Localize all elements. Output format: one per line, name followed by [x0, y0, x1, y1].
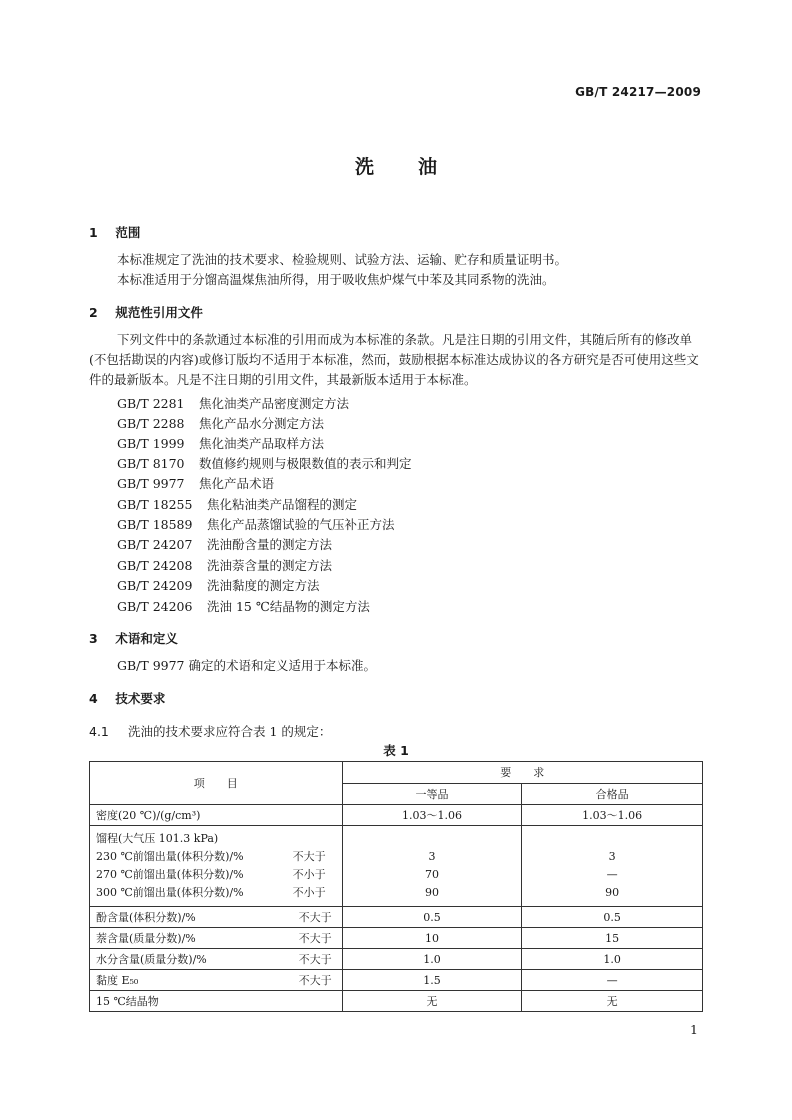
distillation-line — [96, 848, 336, 866]
reference-item — [117, 454, 412, 472]
section-title: 术语和定义 — [115, 631, 178, 646]
item-label: 270 ℃前馏出量(体积分数)/% — [96, 868, 244, 881]
item-label: 水分含量(质量分数)/% — [96, 953, 207, 966]
reference-code: GB/T 24207 — [117, 537, 193, 552]
document-title: 洗油 — [354, 156, 481, 178]
terms-paragraph: GB/T 9977 确定的术语和定义适用于本标准。 — [117, 658, 376, 673]
distillation-value: 3 — [428, 850, 436, 863]
distillation-value: 90 — [424, 886, 439, 899]
scope-paragraph-1: 本标准规定了洗油的技术要求、检验规则、试验方法、运输、贮存和质量证明书。 — [117, 252, 568, 267]
requirements-table — [89, 761, 703, 1012]
header-grade-1: 一等品 — [342, 783, 522, 805]
reference-code: GB/T 24209 — [117, 578, 193, 593]
reference-item — [117, 434, 324, 452]
limit-label: 不大于 — [298, 953, 332, 966]
reference-item — [117, 515, 395, 533]
scope-paragraph-2: 本标准适用于分馏高温煤焦油所得，用于吸收焦炉煤气中苯及其同系物的洗油。 — [117, 272, 555, 287]
table-row — [90, 907, 703, 928]
limit-label: 不小于 — [292, 886, 326, 899]
standard-number: GB/T 24217—2009 — [575, 85, 701, 99]
limit-label: 不小于 — [292, 868, 326, 881]
reference-code: GB/T 18255 — [117, 497, 193, 512]
limit-label: 不大于 — [292, 850, 326, 863]
grade-2-value: 1.03～1.06 — [522, 805, 703, 826]
limit-label: 不大于 — [298, 974, 332, 987]
distillation-value: 70 — [424, 868, 439, 881]
item-label: 15 ℃结晶物 — [96, 995, 159, 1008]
reference-name: 焦化油类产品取样方法 — [199, 436, 325, 451]
section-number: 1 — [89, 225, 98, 240]
row-item — [90, 805, 343, 826]
distillation-value: 90 — [605, 886, 620, 899]
reference-name: 洗油萘含量的测定方法 — [207, 558, 333, 573]
reference-item — [117, 394, 349, 412]
grade-1-value: 无 — [342, 991, 522, 1012]
clause-number: 4.1 — [89, 724, 109, 739]
reference-name: 洗油 15 ℃结晶物的测定方法 — [207, 599, 370, 614]
item-label: 密度(20 ℃)/(g/cm³) — [96, 809, 201, 822]
section-2-heading — [89, 303, 203, 321]
grade-1-value: 1.03～1.06 — [342, 805, 522, 826]
reference-code: GB/T 18589 — [117, 517, 193, 532]
grade-2-value: 无 — [522, 991, 703, 1012]
section-1-heading — [89, 223, 140, 241]
grade-2-value: 0.5 — [522, 907, 703, 928]
clause-4-1 — [89, 722, 331, 740]
reference-name: 焦化产品术语 — [199, 476, 275, 491]
reference-code: GB/T 24206 — [117, 599, 193, 614]
grade-2-value: — — [522, 970, 703, 991]
table-row — [90, 949, 703, 970]
row-item — [90, 949, 343, 970]
item-label: 230 ℃前馏出量(体积分数)/% — [96, 850, 244, 863]
table-row — [90, 970, 703, 991]
section-number: 4 — [89, 691, 98, 706]
distillation-line — [96, 866, 336, 884]
row-item — [90, 826, 343, 907]
section-title: 范围 — [115, 225, 141, 240]
reference-name: 数值修约规则与极限数值的表示和判定 — [199, 456, 412, 471]
reference-code: GB/T 1999 — [117, 436, 185, 451]
table-row — [90, 991, 703, 1012]
grade-1-value — [342, 826, 522, 907]
reference-code: GB/T 24208 — [117, 558, 193, 573]
reference-item — [117, 414, 324, 432]
reference-name: 洗油黏度的测定方法 — [207, 578, 320, 593]
grade-2-value — [522, 826, 703, 907]
page-number: 1 — [690, 1022, 698, 1037]
row-item — [90, 928, 343, 949]
reference-name: 焦化产品蒸馏试验的气压补正方法 — [207, 517, 395, 532]
reference-name: 焦化粘油类产品馏程的测定 — [207, 497, 358, 512]
distillation-value: — — [606, 868, 618, 881]
row-item — [90, 907, 343, 928]
table-row-distillation — [90, 826, 703, 907]
limit-label: 不大于 — [298, 911, 332, 924]
references-paragraph: 下列文件中的条款通过本标准的引用而成为本标准的条款。凡是注日期的引用文件，其随后所有的修改单(不包括勘误的内容)或修订版均不适用于本标准，然而，鼓励根据本标准达成协议的各方研究是否可使用这些文件的最新版本。凡是不注日期的引用文件，其最新版本适用于本标准。 — [89, 332, 699, 387]
section-number: 3 — [89, 631, 98, 646]
reference-item — [117, 597, 370, 615]
grade-1-value: 1.0 — [342, 949, 522, 970]
grade-1-value: 1.5 — [342, 970, 522, 991]
section-title: 规范性引用文件 — [115, 305, 203, 320]
reference-item — [117, 535, 332, 553]
reference-item — [117, 576, 320, 594]
row-item — [90, 991, 343, 1012]
header-requirement: 要 求 — [342, 762, 702, 784]
limit-label: 不大于 — [298, 932, 332, 945]
reference-code: GB/T 2288 — [117, 416, 185, 431]
reference-item — [117, 474, 274, 492]
item-label: 萘含量(质量分数)/% — [96, 932, 196, 945]
grade-1-value: 10 — [342, 928, 522, 949]
header-item: 项 目 — [90, 762, 343, 805]
grade-2-value: 15 — [522, 928, 703, 949]
reference-name: 焦化产品水分测定方法 — [199, 416, 325, 431]
grade-1-value: 0.5 — [342, 907, 522, 928]
clause-text: 洗油的技术要求应符合表 1 的规定： — [127, 724, 332, 739]
table-row — [90, 805, 703, 826]
grade-2-value: 1.0 — [522, 949, 703, 970]
distillation-title: 馏程(大气压 101.3 kPa) — [96, 832, 219, 845]
section-4-heading — [89, 689, 165, 707]
section-title: 技术要求 — [115, 691, 166, 706]
table-header-row — [90, 762, 703, 784]
item-label: 300 ℃前馏出量(体积分数)/% — [96, 886, 244, 899]
distillation-line — [96, 884, 336, 902]
table-caption: 表 1 — [383, 743, 409, 758]
table-row — [90, 928, 703, 949]
reference-name: 洗油酚含量的测定方法 — [207, 537, 333, 552]
reference-code: GB/T 2281 — [117, 396, 185, 411]
reference-item — [117, 556, 332, 574]
section-number: 2 — [89, 305, 98, 320]
item-label: 酚含量(体积分数)/% — [96, 911, 196, 924]
row-item — [90, 970, 343, 991]
item-label: 黏度 E₅₀ — [96, 974, 139, 987]
section-3-heading — [89, 629, 178, 647]
reference-code: GB/T 9977 — [117, 476, 185, 491]
reference-item — [117, 495, 357, 513]
reference-code: GB/T 8170 — [117, 456, 185, 471]
distillation-value: 3 — [608, 850, 616, 863]
reference-name: 焦化油类产品密度测定方法 — [199, 396, 350, 411]
header-grade-2: 合格品 — [522, 783, 703, 805]
